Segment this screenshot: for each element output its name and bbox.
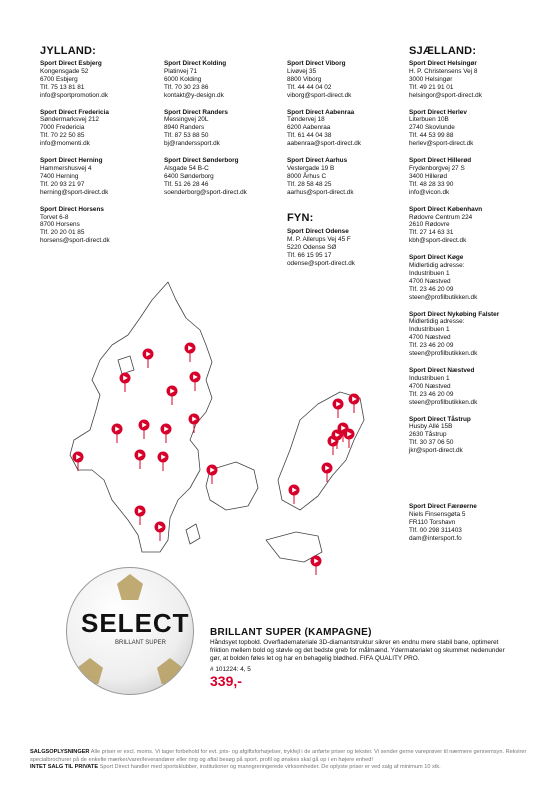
store-line: Kongensgade 52 [40, 67, 89, 75]
store-line: 2610 Rødovre [409, 221, 450, 229]
store-name: Sport Direct Esbjerg [40, 60, 102, 67]
store-line: kontakt@y-design.dk [164, 91, 224, 99]
store-name: Sport Direct Herning [40, 157, 103, 165]
store-line: horsens@sport-direct.dk [40, 237, 110, 245]
store-name: Sport Direct Næstved [409, 367, 475, 374]
terms-heading: SALGSOPLYSNINGER [30, 749, 90, 755]
wholesale-heading: INTET SALG TIL PRIVATE [30, 764, 99, 771]
product-price: 339,- [210, 673, 242, 689]
store-line: Hammershusvej 4 [40, 164, 92, 172]
store-line: 3400 Hillerød [409, 172, 448, 180]
store-line: helsingor@sport-direct.dk [409, 91, 482, 99]
store-line: Tlf. 00 298 311403 [409, 526, 462, 534]
store-name: Sport Direct Fredericia [40, 108, 109, 116]
store-column-2 [164, 60, 282, 206]
store-line: Tlf. 48 28 33 90 [409, 180, 454, 188]
store-line: 2740 Skovlunde [409, 124, 455, 132]
store-line: Tlf. 87 53 88 50 [164, 132, 209, 140]
footer-terms [30, 749, 530, 772]
store-column-3 [287, 60, 405, 206]
store-line: 6200 Aabenraa [287, 124, 331, 132]
store-line: 4700 Næstved [409, 334, 451, 342]
store-line: 8940 Randers [164, 124, 205, 132]
store-line: dam@intersport.fo [409, 534, 462, 542]
store-entry [409, 157, 527, 197]
region-sjaelland: SJÆLLAND: [409, 45, 477, 57]
store-name: Sport Direct København [409, 205, 483, 213]
store-location-pin-icon[interactable] [311, 556, 322, 576]
store-line: Tlf. 61 44 04 38 [287, 132, 332, 140]
store-line: Niels Finsensgøta 5 [409, 510, 466, 518]
store-entry [409, 60, 527, 100]
product-title: BRILLANT SUPER (KAMPAGNE) [210, 627, 372, 638]
store-line: soenderborg@sport-direct.dk [164, 188, 247, 196]
store-entry [287, 60, 405, 100]
store-name: Sport Direct Hillerød [409, 157, 472, 165]
als-outline [186, 524, 200, 544]
store-line: Tlf. 23 46 20 09 [409, 390, 454, 398]
store-line: Platinvej 71 [164, 67, 198, 75]
store-line: 7400 Herning [40, 172, 79, 180]
store-entry [164, 157, 282, 197]
store-line: Tlf. 51 26 28 46 [164, 180, 209, 188]
store-line: Messingvej 20L [164, 116, 209, 124]
store-name: Sport Direct Odense [287, 228, 349, 235]
store-name: Sport Direct Sønderborg [164, 157, 239, 165]
store-line: Tlf. 20 20 01 85 [40, 229, 85, 237]
store-line: info@sportpromotion.dk [40, 91, 108, 99]
store-name: Sport Direct Randers [164, 108, 228, 116]
store-entry [40, 60, 158, 100]
wholesale-text: Sport Direct handler med sportsklubber, institutioner og manngreringerede virksomheder. De oplyste priser er ved salg af minimum 10 stk. [99, 764, 441, 771]
product-description: Håndsyet topbold. Overflademateriale 3D-diamantstruktur sikrer en endnu mere stabil bane, optimeret friktion mellem bold og støvle og det bedste greb for målmænd. Ydermaterialet og skummet nedenunder gør, at bolden føles let og har en behagelig blødhed. FIFA QUALITY PRO. [210, 639, 505, 662]
store-line: Literbuen 10B [409, 116, 449, 124]
region-fyn: FYN: [287, 212, 314, 224]
store-line: M. P. Allerups Vej 45 F [287, 235, 351, 243]
store-line: steen@profilbutikken.dk [409, 398, 478, 406]
store-entry [409, 367, 527, 407]
ball-model-label: BRILLANT SUPER [115, 640, 166, 646]
ball-brand-logo: SELECT [81, 608, 190, 638]
store-line: bj@randerssport.dk [164, 140, 220, 148]
store-line: Midlertidig adresse: [409, 262, 465, 270]
store-faroe [409, 503, 527, 552]
store-line: Tlf. 70 30 23 86 [164, 83, 209, 91]
store-entry [164, 60, 282, 100]
store-line: herlev@sport-direct.dk [409, 140, 474, 148]
store-line: FR110 Torshavn [409, 518, 456, 526]
store-line: Tlf. 27 14 63 31 [409, 229, 454, 237]
store-line: Tlf. 44 44 04 02 [287, 83, 332, 91]
store-line: info@vicon.dk [409, 188, 450, 196]
store-line: 3000 Helsingør [409, 75, 453, 83]
store-line: kbh@sport-direct.dk [409, 237, 467, 245]
store-line: Husby Allé 15B [409, 423, 453, 431]
store-line: Torvet 6-8 [40, 213, 69, 221]
store-entry [409, 109, 527, 149]
store-entry [40, 157, 158, 197]
store-entry [409, 254, 527, 301]
map-land [70, 282, 364, 562]
product-article-number: # 101224: 4, 5 [210, 666, 251, 673]
store-name: Sport Direct Horsens [40, 205, 104, 213]
store-name: Sport Direct Aarhus [287, 157, 348, 165]
store-line: Tlf. 23 46 20 09 [409, 285, 454, 293]
store-entry [409, 416, 527, 456]
store-entry [287, 109, 405, 149]
store-line: Tlf. 20 93 21 97 [40, 180, 85, 188]
store-line: Tlf. 49 21 91 01 [409, 83, 454, 91]
store-line: 4700 Næstved [409, 382, 451, 390]
store-line: Tlf. 28 58 48 25 [287, 180, 332, 188]
store-line: Midlertidig adresse: [409, 318, 465, 326]
store-column-4 [409, 60, 527, 464]
store-name: Sport Direct Aabenraa [287, 108, 355, 116]
store-line: Tlf. 30 37 06 50 [409, 439, 454, 447]
store-line: jkr@sport-direct.dk [409, 447, 463, 455]
store-line: Rødovre Centrum 224 [409, 213, 473, 221]
store-line: aarhus@sport-direct.dk [287, 188, 354, 196]
store-line: aabenraa@sport-direct.dk [287, 140, 361, 148]
store-line: Frydenborgvej 27 S [409, 164, 465, 172]
terms-text: Alle priser er excl. moms. Vi tager forbehold for evt. pris- og afgiftsforhøjelser, trykfejl i de anførte priser og tekster. Vi sender gerne vareprøver til nærmere gennemsyn. Rekvirer specialbrochurer på de enkelte mærker/varer/leverandører eller ring og aftal besøg på sport. profil og ønskes skal gå op i en højere enhed! [30, 749, 527, 763]
product-block [210, 627, 510, 689]
store-line: steen@profilbutikken.dk [409, 350, 478, 358]
store-name: Sport Direct Viborg [287, 60, 346, 67]
store-name: Sport Direct Tåstrup [409, 415, 471, 423]
store-line: 6000 Kolding [164, 75, 202, 83]
store-line: 6700 Esbjerg [40, 75, 78, 83]
store-line: 8700 Horsens [40, 221, 80, 229]
store-line: 4700 Næstved [409, 277, 451, 285]
store-name: Sport Direct Nykøbing Falster [409, 310, 500, 318]
store-entry [164, 109, 282, 149]
store-line: Tlf. 66 15 95 17 [287, 251, 332, 259]
store-name: Sport Direct Køge [409, 254, 464, 262]
store-line: Tlf. 70 22 50 85 [40, 132, 85, 140]
store-name: Sport Direct Kolding [164, 60, 227, 67]
denmark-map [40, 262, 380, 582]
store-entry [40, 206, 158, 246]
store-line: Tlf. 23 46 20 09 [409, 342, 454, 350]
store-line: Industribuen 1 [409, 374, 450, 382]
store-line: viborg@sport-direct.dk [287, 91, 352, 99]
store-line: Tlf. 44 53 99 88 [409, 132, 454, 140]
store-line: 7000 Fredericia [40, 124, 85, 132]
store-line: Industribuen 1 [409, 326, 450, 334]
football-image [66, 567, 194, 695]
store-line: Alsgade 54 B-C [164, 164, 209, 172]
store-line: Livøvej 35 [287, 67, 317, 75]
store-entry [409, 311, 527, 358]
store-entry [287, 157, 405, 197]
store-line: Tlf. 75 13 81 81 [40, 83, 85, 91]
store-line: 6400 Sønderborg [164, 172, 214, 180]
store-line: Industribuen 1 [409, 269, 450, 277]
store-column-1 [40, 60, 158, 254]
store-line: Søndermarksvej 212 [40, 116, 99, 124]
store-line: Tøndervej 18 [287, 116, 325, 124]
store-entry [409, 206, 527, 246]
store-line: H. P. Christensens Vej 8 [409, 67, 478, 75]
store-name: Sport Direct Herlev [409, 108, 467, 116]
store-line: 8800 Viborg [287, 75, 322, 83]
store-entry [40, 109, 158, 149]
store-line: info@momenti.dk [40, 140, 90, 148]
store-line: 8000 Århus C [287, 172, 327, 180]
store-line: steen@profilbutikken.dk [409, 293, 478, 301]
store-name: Sport Direct Helsingør [409, 60, 477, 67]
store-line: herning@sport-direct.dk [40, 188, 109, 196]
store-line: 2630 Tåstrup [409, 431, 447, 439]
store-line: Vestergade 19 B [287, 164, 335, 172]
region-jylland: JYLLAND: [40, 45, 96, 57]
store-name: Sport Direct Færøerne [409, 503, 477, 510]
store-line: odense@sport-direct.dk [287, 259, 355, 267]
store-line: 5220 Odense SØ [287, 243, 337, 251]
store-entry [409, 503, 527, 543]
